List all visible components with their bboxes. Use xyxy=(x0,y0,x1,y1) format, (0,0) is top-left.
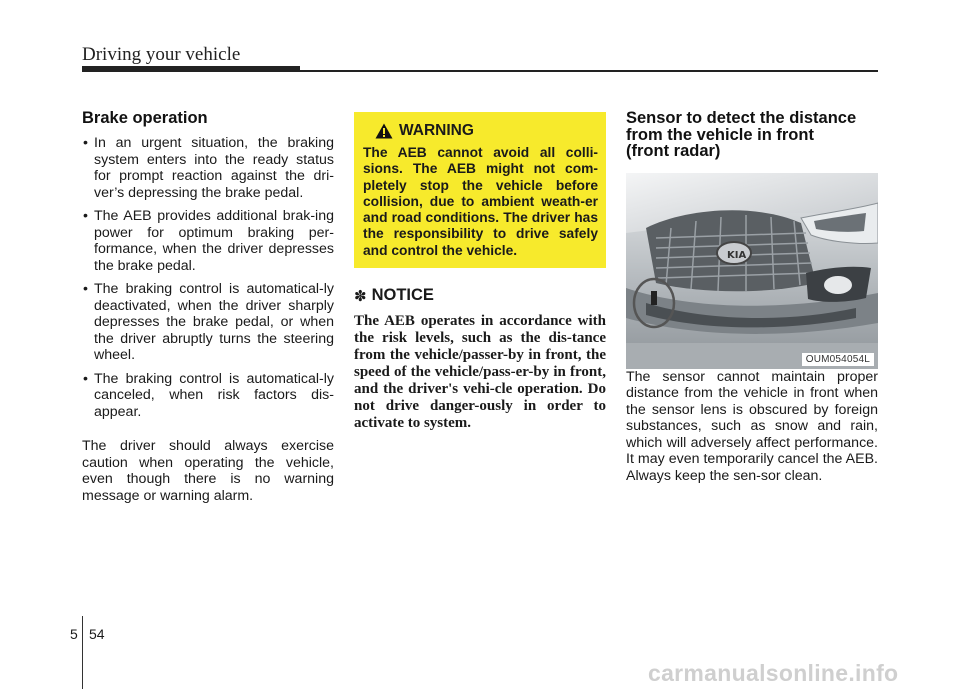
brake-bullet-list xyxy=(82,135,334,420)
front-radar-heading: Sensor to detect the distance from the vehicle in front (front radar) xyxy=(626,109,857,160)
list-item: • The braking control is automatical-ly canceled, when risk factors dis-appear. xyxy=(83,370,334,420)
bullet-dot: • xyxy=(83,135,88,151)
list-item: • In an urgent situation, the braking system enters into the ready status for prompt reaction against the dri-ver’s depressing the brake pedal. xyxy=(83,135,334,201)
watermark: carmanualsonline.info xyxy=(648,660,899,686)
warning-triangle-icon xyxy=(375,123,393,139)
radar-paragraph: The sensor cannot maintain proper distance from the vehicle in front when the sensor lens is obscured by foreign substances, such as snow and rain, which will adversely affect performance. It may even temporarily cancel the AEB. Always keep the sen-sor clean. xyxy=(626,368,878,484)
notice-text: The AEB operates in accordance with the risk levels, such as the dis-tance from the vehicle/passer-by in front, the speed of the vehicle/pass-er-by in front, and the driver's vehi-cle operation. Do not drive danger-ously in order to activate to system. xyxy=(354,313,606,432)
svg-text:KIA: KIA xyxy=(727,249,747,261)
list-item: • The AEB provides additional brak-ing power for optimum braking per-formance, when the driver depresses the brake pedal. xyxy=(83,208,334,274)
notice-header xyxy=(354,286,606,305)
left-column xyxy=(82,110,334,504)
notice-star-icon: ✽ xyxy=(354,287,367,305)
page-number: 54 xyxy=(89,626,105,642)
notice-title: NOTICE xyxy=(371,286,434,305)
bullet-dot: • xyxy=(83,208,88,224)
header-rule-thick xyxy=(82,66,300,72)
warning-box xyxy=(354,112,606,268)
vehicle-front-illustration xyxy=(626,173,878,369)
warning-text: The AEB cannot avoid all colli-sions. The AEB might not com-pletely stop the vehicle before collision, due to ambient weath-er and road conditions. The driver has the responsibility to drive safely and control the vehicle. xyxy=(363,145,598,258)
bullet-dot: • xyxy=(83,370,88,387)
footer-divider xyxy=(82,616,83,689)
right-column xyxy=(626,110,878,484)
header-rule-thin xyxy=(300,70,878,72)
list-item: • The braking control is automatical-ly deactivated, when the driver sharply depresses the brake pedal, or when the driver abruptly turns the steering wheel. xyxy=(83,281,334,363)
warning-header xyxy=(363,122,598,140)
section-number: 5 xyxy=(70,626,78,642)
figure-code-label: OUM054054L xyxy=(802,353,874,366)
section-title: Driving your vehicle xyxy=(82,44,241,65)
driver-caution-paragraph: The driver should always exercise caution when operating the vehicle, even though there is no warning message or warning alarm. xyxy=(82,438,334,504)
middle-column xyxy=(354,110,606,432)
bullet-dot: • xyxy=(83,281,88,297)
warning-title: WARNING xyxy=(399,122,474,139)
front-radar-figure xyxy=(626,173,878,369)
brake-operation-heading: Brake operation xyxy=(82,109,208,127)
